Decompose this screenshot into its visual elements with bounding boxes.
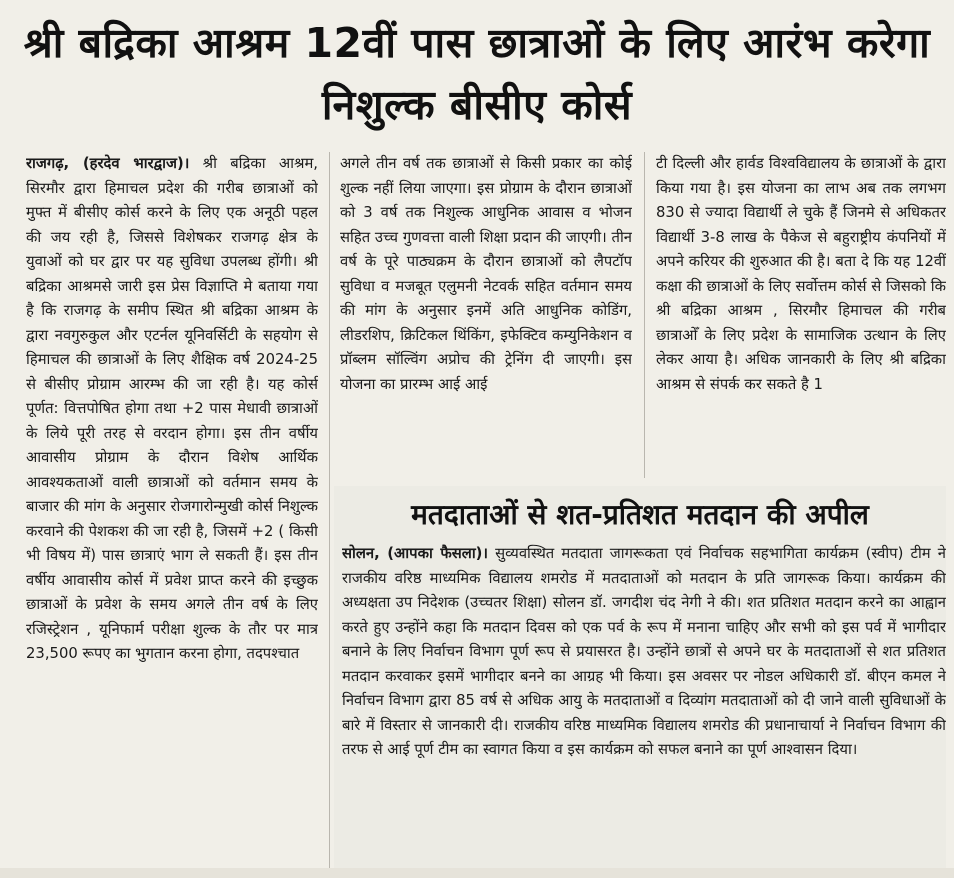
column-3-text: टी दिल्ली और हार्वड विश्वविद्यालय के छात्राओं के द्वारा किया गया है। इस योजना का लाभ अब तक लगभग 830 से ज्यादा विद्यार्थी ले चुके हैं जिनमे से अधिकतर विद्यार्थी 3-8 लाख के पैकेज से बहुराष्ट्रीय कंपनियों में अपने करियर की शुरुआत की है। बता दे कि यह 12वीं कक्षा की छात्राओं के लिए सर्वोत्तम कोर्स से जिसको कि श्री बद्रिका आश्रम , सिरमौर हिमाचल की गरीब छात्राओँ के लिए प्रदेश के सामाजिक उत्थान के लिए लेकर आया है। अधिक जानकारी के लिए श्री बद्रिका आश्रम से संपर्क कर सकते है 1 xyxy=(656,155,946,393)
second-article-text: सुव्यवस्थित मतदाता जागरूकता एवं निर्वाचक सहभागिता कार्यक्रम (स्वीप) टीम ने राजकीय वरिष्ठ माध्यमिक विद्यालय शमरोड में मतदाताओं को मतदान के प्रति जागरूक किया। कार्यक्रम की अध्यक्षता उप निदेशक (उच्चतर शिक्षा) सोलन डॉ. जगदीश चंद नेगी ने की। शत प्रतिशत मतदान करने का आह्वान करते हुए उन्होंने कहा कि मतदान दिवस को एक पर्व के रूप में मनाना चाहिए और सभी को इस पर्व में भागीदार बनाने के लिए निर्वाचन विभाग पूर्ण रूप से प्रयासरत है। उन्होंने छात्रों से अपने घर के मतदाताओं से शत प्रतिशत मतदान करवाकर इसमें भागीदार बनने का आग्रह भी किया। इस अवसर पर नोडल अधिकारी डॉ. बीएन कमल ने निर्वाचन विभाग द्वारा 85 वर्ष से अधिक आयु के मतदाताओं व दिव्यांग मतदाताओं को दी जाने वाली सुविधाओं के बारे में विस्तार से जानकारी दी। राजकीय वरिष्ठ माध्यमिक विद्यालय शमरोड की प्रधानाचार्या ने निर्वाचन विभाग की तरफ से आई पूर्ण टीम का स्वागत किया व इस कार्यक्रम को सफल बनाने का पूर्ण आश्वासन दिया। xyxy=(342,545,946,758)
second-article-box xyxy=(334,486,946,878)
second-article-dateline: सोलन, (आपका फैसला)। xyxy=(342,545,489,562)
column-divider xyxy=(329,152,330,868)
cut-off-next-article-strip xyxy=(0,868,954,878)
column-1-text: श्री बद्रिका आश्रम, सिरमौर द्वारा हिमाचल प्रदेश की गरीब छात्राओं को मुफ्त में बीसीए कोर्स करने के लिए एक अनूठी पहल की जय रही है, जिससे विशेषकर राजगढ़ क्षेत्र के युवाओं को घर द्वार पर यह सुविधा उपलब्ध होंगी। श्री बद्रिका आश्रमसे जारी इस प्रेस विज्ञाप्ति मे बताया गया है कि राजगढ़ के समीप स्थित श्री बद्रिका आश्रम के द्वारा नवगुरुकुल और एटर्नल यूनिवर्सिटी के सहयोग से हिमाचल की छात्राओं के लिए शैक्षिक वर्ष 2024-25 से बीसीए प्रोग्राम आरम्भ की जा रही है। यह कोर्स पूर्णत: वित्तपोषित होगा तथा +2 पास मेधावी छात्राओं के लिये पूरी तरह से वरदान होगा। इस तीन वर्षीय आवासीय प्रोग्राम के दौरान विशेष आर्थिक आवश्यकताओं वाली छात्राओं को वर्तमान समय के बाजार की मांग के अनुसार रोजगारोन्मुखी कोर्स निशुल्क करवाने की पेशकश की जा रही है, जिसमें +2 ( किसी भी विषय में) पास छात्राएं भाग ले सकती हैं। इस तीन वर्षीय आवासीय कोर्स में प्रवेश प्राप्त करने की इच्छुक छात्राओं के प्रवेश के समय अगले तीन वर्ष के लिए रजिस्ट्रेशन , यूनिफार्म परीक्षा शुल्क के तौर पर मात्र 23,500 रूपए का भुगतान करना होगा, तदपश्चात xyxy=(26,155,318,662)
column-divider xyxy=(644,152,645,478)
article-headline: श्री बद्रिका आश्रम 12वीं पास छात्राओं के लिए आरंभ करेगा निशुल्क बीसीए कोर्स xyxy=(23,19,931,129)
article-column-2 xyxy=(340,152,632,480)
cut-off-previous-article-strip xyxy=(0,0,954,10)
article-column-3 xyxy=(656,152,946,480)
column-2-text: अगले तीन वर्ष तक छात्राओं से किसी प्रकार का कोई शुल्क नहीं लिया जाएगा। इस प्रोग्राम के दौरान छात्राओं को 3 वर्ष तक निशुल्क आधुनिक आवास व भोजन सहित उच्च गुणवत्ता वाली शिक्षा प्रदान की जाएगी। तीन वर्ष के पूरे पाठ्यक्रम के दौरान छात्राओं को लैपटॉप सुविधा व मजबूत एलुमनी नेटवर्क सहित वर्तमान समय की मांग के अनुसार इनमें अति आधुनिक कोडिंग, लीडरशिप, क्रिटिकल थिंकिंग, इफेक्टिव कम्युनिकेशन व प्रॉब्लम सॉल्विंग अप्रोच की ट्रेनिंग दी जाएगी। इस योजना का प्रारम्भ आई आई xyxy=(340,155,632,393)
second-article-body xyxy=(342,542,946,872)
article-dateline: राजगढ़, (हरदेव भारद्वाज)। xyxy=(26,155,190,172)
article-column-1 xyxy=(26,152,318,872)
second-article-headline: मतदाताओं से शत-प्रतिशत मतदान की अपील xyxy=(411,498,869,531)
